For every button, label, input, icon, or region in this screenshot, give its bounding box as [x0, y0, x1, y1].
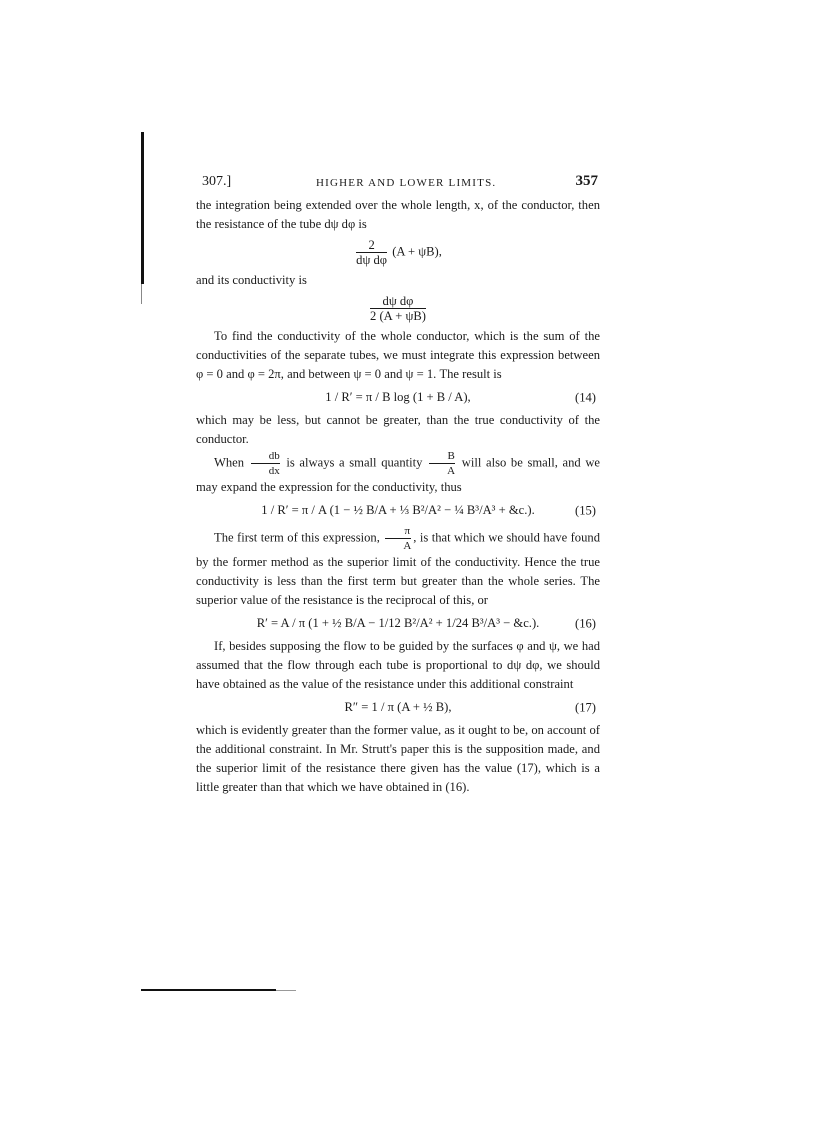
denominator: A — [385, 538, 411, 553]
paragraph-5 — [196, 449, 600, 497]
equation-body: R′ = A / π (1 + ½ B/A − 1/12 B²/A² + 1/24 B³/A³ − &c.). — [256, 616, 540, 630]
text: , is that which we should have found by the former method as the superior limit of the conductivity. Hence the true conductivity is less than the first term but greater than the whole series. The superior value of the resistance is the reciprocal of this, or — [196, 530, 600, 607]
equation-tube-resistance — [196, 238, 600, 267]
footer-rule-tail — [276, 990, 296, 991]
page-number: 357 — [575, 173, 598, 189]
paragraph-7: If, besides supposing the flow to be guided by the surfaces φ and ψ, we had assumed that the flow through each tube is proportional to dψ dφ, we should have obtained as the value of the resistance under this additional constraint — [196, 639, 600, 691]
equation-tail: (A + ψB), — [392, 244, 442, 259]
binding-edge-mark — [141, 132, 144, 284]
fraction-b-a — [429, 449, 455, 478]
equation-number: (14) — [575, 390, 596, 404]
equation-14 — [196, 388, 600, 407]
denominator: 2 (A + ψB) — [370, 309, 426, 323]
book-page — [196, 172, 600, 797]
equation-number: (15) — [575, 503, 596, 517]
numerator: 2 — [368, 238, 375, 252]
equation-body: 1 / R′ = π / B log (1 + B / A), — [325, 390, 471, 404]
numerator: db — [268, 450, 280, 462]
paragraph-6 — [196, 524, 600, 610]
numerator: B — [447, 450, 455, 462]
fraction-db-dx — [251, 449, 280, 478]
equation-body: R″ = 1 / π (A + ½ B), — [344, 700, 452, 714]
fraction — [370, 294, 426, 323]
denominator: dψ dφ — [356, 253, 388, 267]
equation-16 — [196, 614, 600, 633]
paragraph-8: which is evidently greater than the former value, as it ought to be, on account of the additional constraint. In Mr. Strutt's paper this is the supposition made, and the superior limit of the resistance there given has the value (17), which is a little greater than that which we have obtained in (16). — [196, 723, 600, 794]
running-title: HIGHER AND LOWER LIMITS. — [316, 177, 497, 189]
denominator: A — [429, 463, 455, 478]
fraction — [356, 238, 387, 267]
running-header — [196, 172, 600, 196]
binding-edge-mark-tail — [141, 284, 142, 304]
equation-number: (17) — [575, 700, 596, 714]
text: is always a small quantity — [286, 455, 423, 470]
denominator: dx — [251, 463, 280, 478]
paragraph-4: which may be less, but cannot be greater, than the true conductivity of the conductor. — [196, 413, 600, 446]
paragraph-1: the integration being extended over the whole length, x, of the conductor, then the resistance of the tube dψ dφ is — [196, 198, 600, 231]
text: The first term of this expression, — [214, 530, 380, 545]
equation-body: 1 / R′ = π / A (1 − ½ B/A + ⅓ B²/A² − ¼ B³/A³ + &c.). — [261, 503, 535, 517]
equation-15 — [196, 501, 600, 520]
numerator: dψ dφ — [382, 294, 414, 308]
section-number: 307.] — [202, 174, 232, 189]
numerator: π — [404, 525, 411, 537]
paragraph-3: To find the conductivity of the whole conductor, which is the sum of the conductivities of the separate tubes, we must integrate this expression between φ = 0 and φ = 2π, and between ψ = 0 and ψ = 1. The result is — [196, 329, 600, 381]
equation-tube-conductivity — [196, 294, 600, 323]
paragraph-2: and its conductivity is — [196, 273, 307, 287]
text: When — [214, 455, 245, 470]
equation-number: (16) — [575, 616, 596, 630]
footer-rule — [141, 989, 276, 991]
equation-17 — [196, 698, 600, 717]
fraction-pi-a — [385, 524, 411, 553]
text: will also be small, and we may expand the expression for the conductivity, thus — [196, 455, 601, 494]
